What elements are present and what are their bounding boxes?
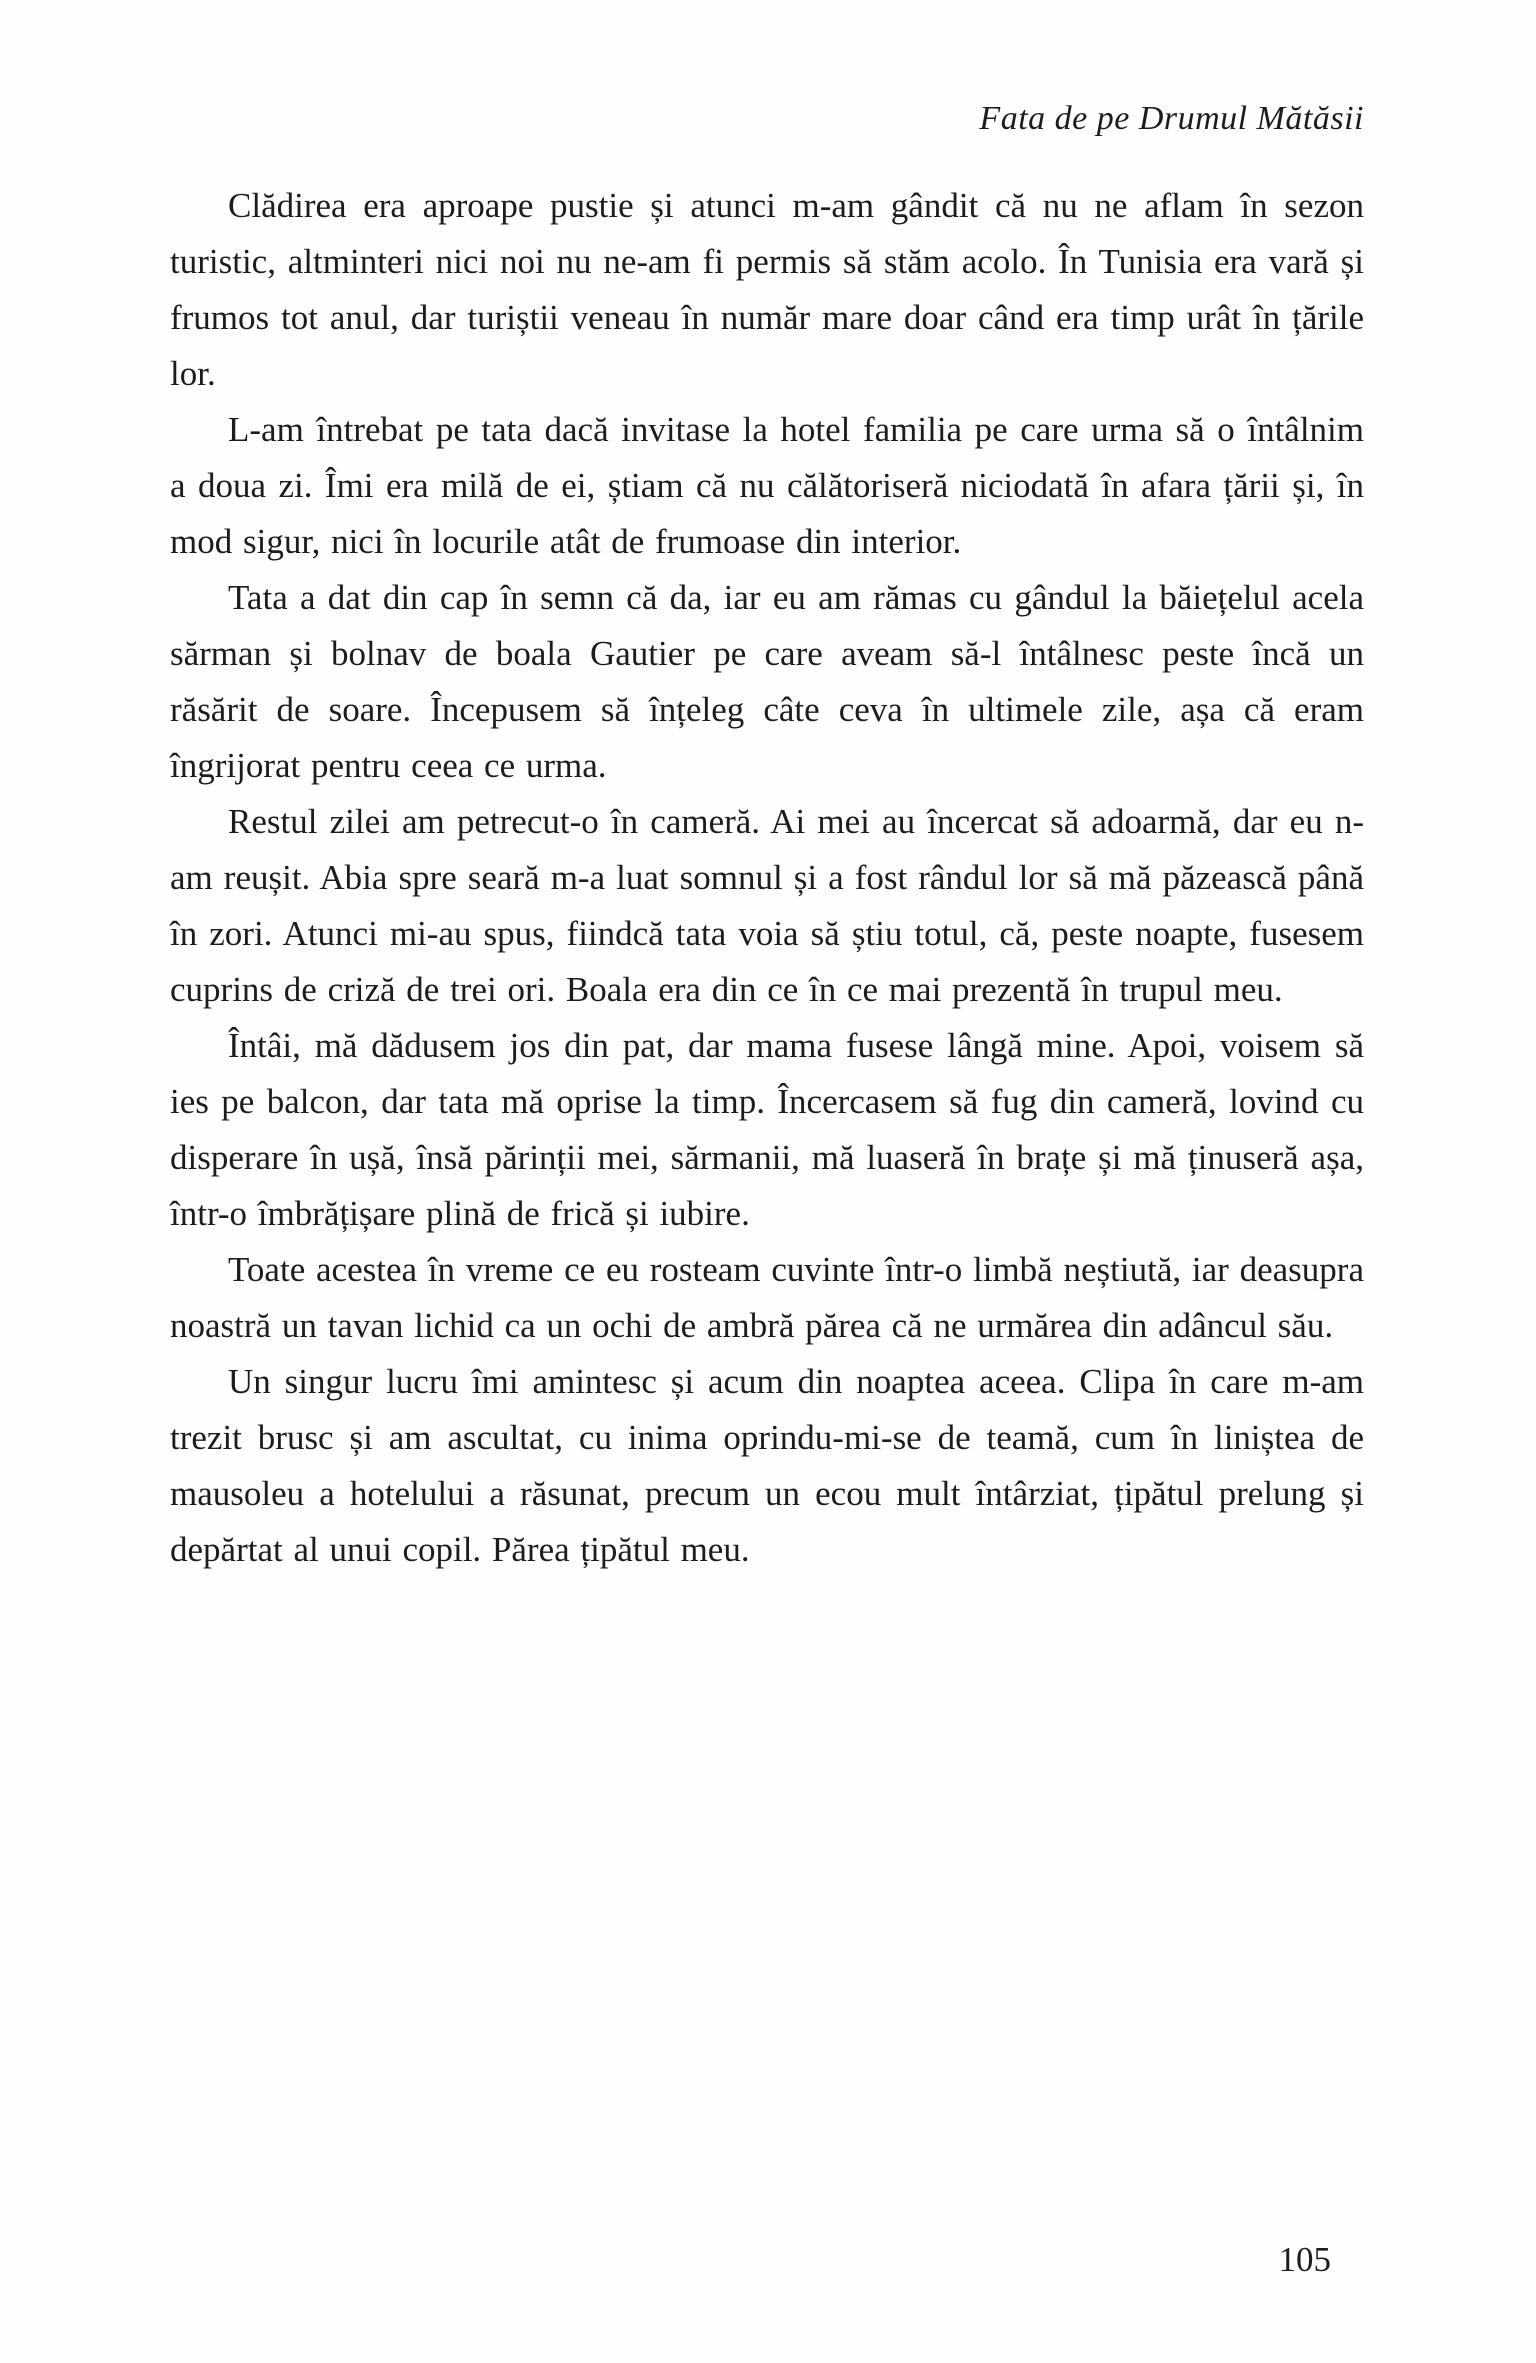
paragraph: Întâi, mă dădusem jos din pat, dar mama fusese lângă mine. Apoi, voisem să ies pe balcon, dar tata mă oprise la timp. Încercasem să fug din cameră, lovind cu disperare în ușă, însă părinții mei, sărmanii, mă luaseră în brațe și mă ținuseră așa, într-o îmbrățișare plină de frică și iubire. bbox=[170, 1026, 1364, 1233]
page-number: 105 bbox=[1278, 2240, 1331, 2279]
paragraph: Restul zilei am petrecut-o în cameră. Ai mei au încercat să adoarmă, dar eu n-am reușit. Abia spre seară m-a luat somnul și a fost rândul lor să mă păzească până în zori. Atunci mi-au spus, fiindcă tata voia să știu totul, că, peste noapte, fusesem cuprins de criză de trei ori. Boala era din ce în ce mai prezentă în trupul meu. bbox=[170, 802, 1364, 1009]
paragraph: Tata a dat din cap în semn că da, iar eu am rămas cu gândul la băiețelul acela sărman și bolnav de boala Gautier pe care aveam să-l întâlnesc peste încă un răsărit de soare. Începusem să înțeleg câte ceva în ultimele zile, așa că eram îngrijorat pentru ceea ce urma. bbox=[170, 578, 1364, 785]
running-header-title: Fata de pe Drumul Mătăsii bbox=[979, 100, 1364, 137]
paragraph: L-am întrebat pe tata dacă invitase la hotel familia pe care urma să o întâlnim a doua zi. Îmi era milă de ei, știam că nu călătoriseră niciodată în afara țării și, în mod sigur, nici în locurile atât de frumoase din interior. bbox=[170, 410, 1364, 561]
paragraph: Clădirea era aproape pustie și atunci m-am gândit că nu ne aflam în sezon turistic, altminteri nici noi nu ne-am fi permis să stăm acolo. În Tunisia era vară și frumos tot anul, dar turiștii veneau în număr mare doar când era timp urât în țările lor. bbox=[170, 186, 1364, 393]
paragraph: Un singur lucru îmi amintesc și acum din noaptea aceea. Clipa în care m-am trezit brusc și am ascultat, cu inima oprindu-mi-se de teamă, cum în liniștea de mausoleu a hotelului a răsunat, precum un ecou mult întârziat, țipătul prelung și depărtat al unui copil. Părea țipătul meu. bbox=[170, 1362, 1364, 1569]
paragraph: Toate acestea în vreme ce eu rosteam cuvinte într-o limbă neștiută, iar deasupra noastră un tavan lichid ca un ochi de ambră părea că ne urmărea din adâncul său. bbox=[170, 1250, 1364, 1345]
page-body bbox=[170, 178, 1364, 1578]
